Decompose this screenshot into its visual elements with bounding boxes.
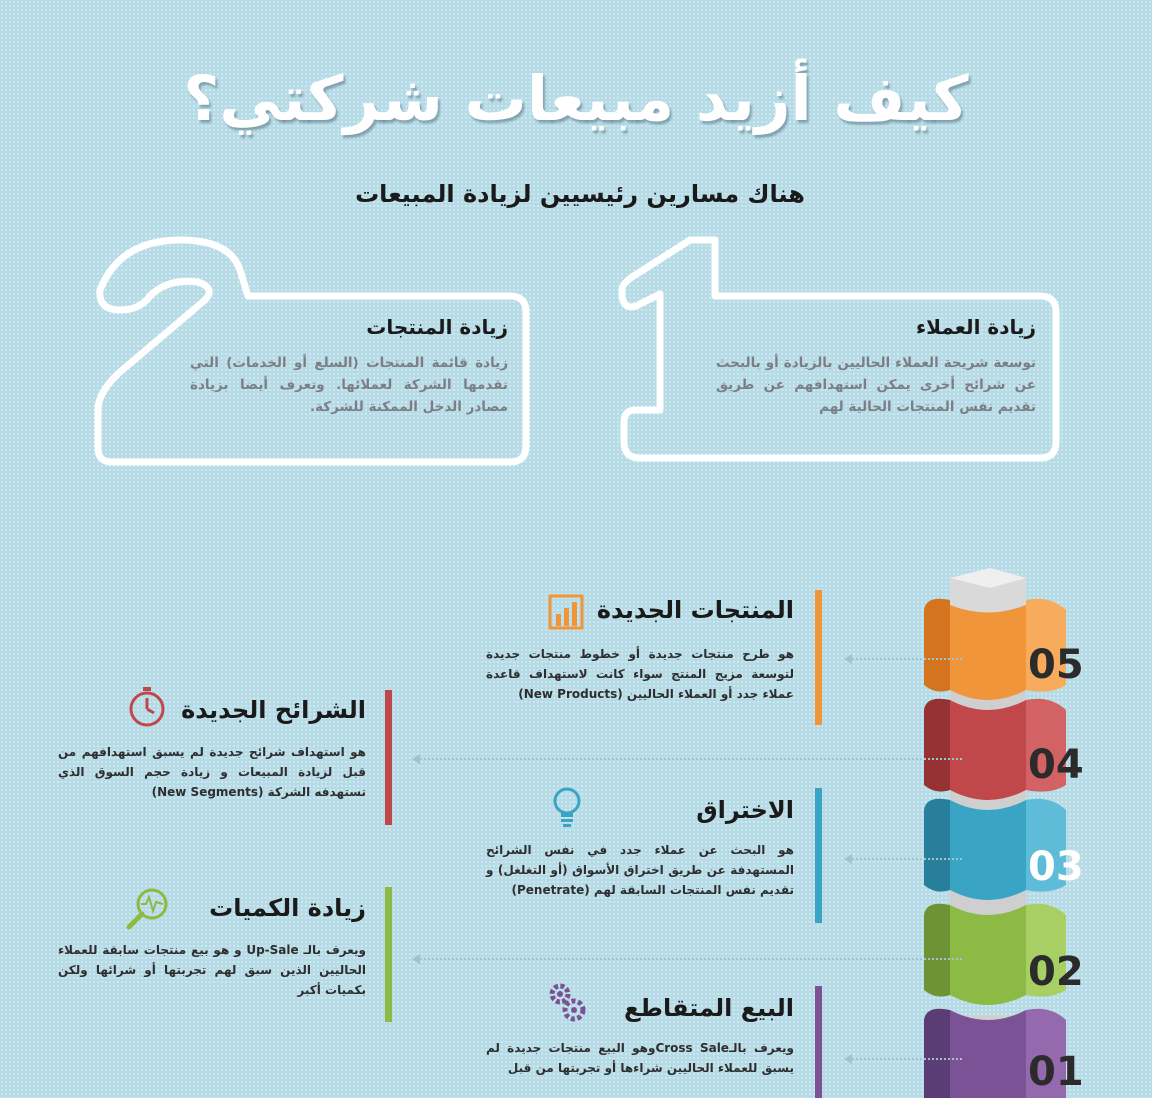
step-04-bar	[385, 690, 392, 825]
step-01-arrowhead	[844, 1054, 852, 1064]
step-03-bar	[815, 788, 822, 923]
path-1-title: زيادة العملاء	[915, 315, 1036, 339]
column-segment-02	[924, 888, 1084, 1005]
column-number-03: 03	[1028, 844, 1084, 890]
step-05-arrow	[852, 658, 962, 660]
step-01-arrow	[852, 1058, 962, 1060]
numbered-column	[900, 560, 1090, 1098]
step-03-title: الاختراق	[696, 796, 794, 824]
number-2-outline	[98, 240, 526, 462]
step-03-arrow	[852, 858, 962, 860]
column-number-04: 04	[1028, 742, 1084, 788]
stopwatch-icon	[128, 686, 166, 732]
page-title: كيف أزيد مبيعات شركتي؟	[183, 62, 969, 135]
step-05-title: المنتجات الجديدة	[596, 596, 794, 624]
gears-icon	[546, 980, 588, 1028]
number-1-outline	[622, 240, 1056, 458]
step-04-arrowhead	[412, 754, 420, 764]
step-02-bar	[385, 887, 392, 1022]
chart-icon	[548, 594, 584, 634]
step-04-text: هو استهداف شرائح جديدة لم يسبق استهدافهم من قبل لزيادة المبيعات و زيادة حجم السوق الذي تستهدفه الشركة (New Segments)	[58, 745, 366, 799]
column-segment-03	[924, 788, 1084, 900]
magnifier-icon	[124, 886, 170, 936]
column-segment-04	[924, 688, 1084, 800]
path-2-title: زيادة المنتجات	[366, 315, 508, 339]
path-2-text: زيادة قائمة المنتجات (السلع أو الخدمات) التي تقدمها الشركة لعملائها. وتعرف أيضا بزيادة مصادر الدخل الممكنة للشركة.	[190, 355, 508, 415]
step-03-text: هو البحث عن عملاء جدد في نفس الشرائح المستهدفة عن طريق اختراق الأسواق (أو التغلغل) و تقديم نفس المنتجات السابقة لهم (Penetrate)	[486, 843, 794, 897]
step-05-arrowhead	[844, 654, 852, 664]
column-number-05: 05	[1028, 642, 1084, 688]
page-subtitle: هناك مسارين رئيسيين لزيادة المبيعات	[355, 180, 805, 208]
column-segment-01	[924, 1009, 1084, 1098]
step-02-title: زيادة الكميات	[209, 894, 366, 922]
step-04-title: الشرائح الجديدة	[181, 696, 366, 724]
column-number-02: 02	[1028, 949, 1084, 995]
step-05-bar	[815, 590, 822, 725]
path-1-text: توسعة شريحة العملاء الحاليين بالزيادة أو بالبحث عن شرائح أخرى يمكن استهدافهم عن طريق تقديم نفس المنتجات الحالية لهم	[716, 355, 1036, 415]
step-04-arrow	[420, 758, 962, 760]
step-01-title: البيع المتقاطع	[624, 994, 794, 1022]
step-01-bar	[815, 986, 822, 1098]
step-02-text: ويعرف بالـ Up-Sale و هو بيع منتجات سابقة للعملاء الحاليين الذين سبق لهم تجربتها أو شرائها ولكن بكميات أكبر	[58, 943, 366, 997]
step-01-text: ويعرف بالـCross Saleوهو البيع منتجات جديدة لم يسبق للعملاء الحاليين شراءها أو تجربتها من قبل	[486, 1041, 794, 1075]
step-02-arrowhead	[412, 954, 420, 964]
lightbulb-icon	[552, 786, 582, 834]
column-segment-05	[924, 599, 1084, 700]
step-02-arrow	[420, 958, 962, 960]
step-05-text: هو طرح منتجات جديدة أو خطوط منتجات جديدة لتوسعة مزيج المنتج سواء كانت لاستهداف قاعدة عملاء جدد أو العملاء الحاليين (New Products)	[486, 647, 794, 701]
column-top-cube	[950, 568, 1026, 613]
step-03-arrowhead	[844, 854, 852, 864]
column-number-01: 01	[1028, 1049, 1084, 1095]
